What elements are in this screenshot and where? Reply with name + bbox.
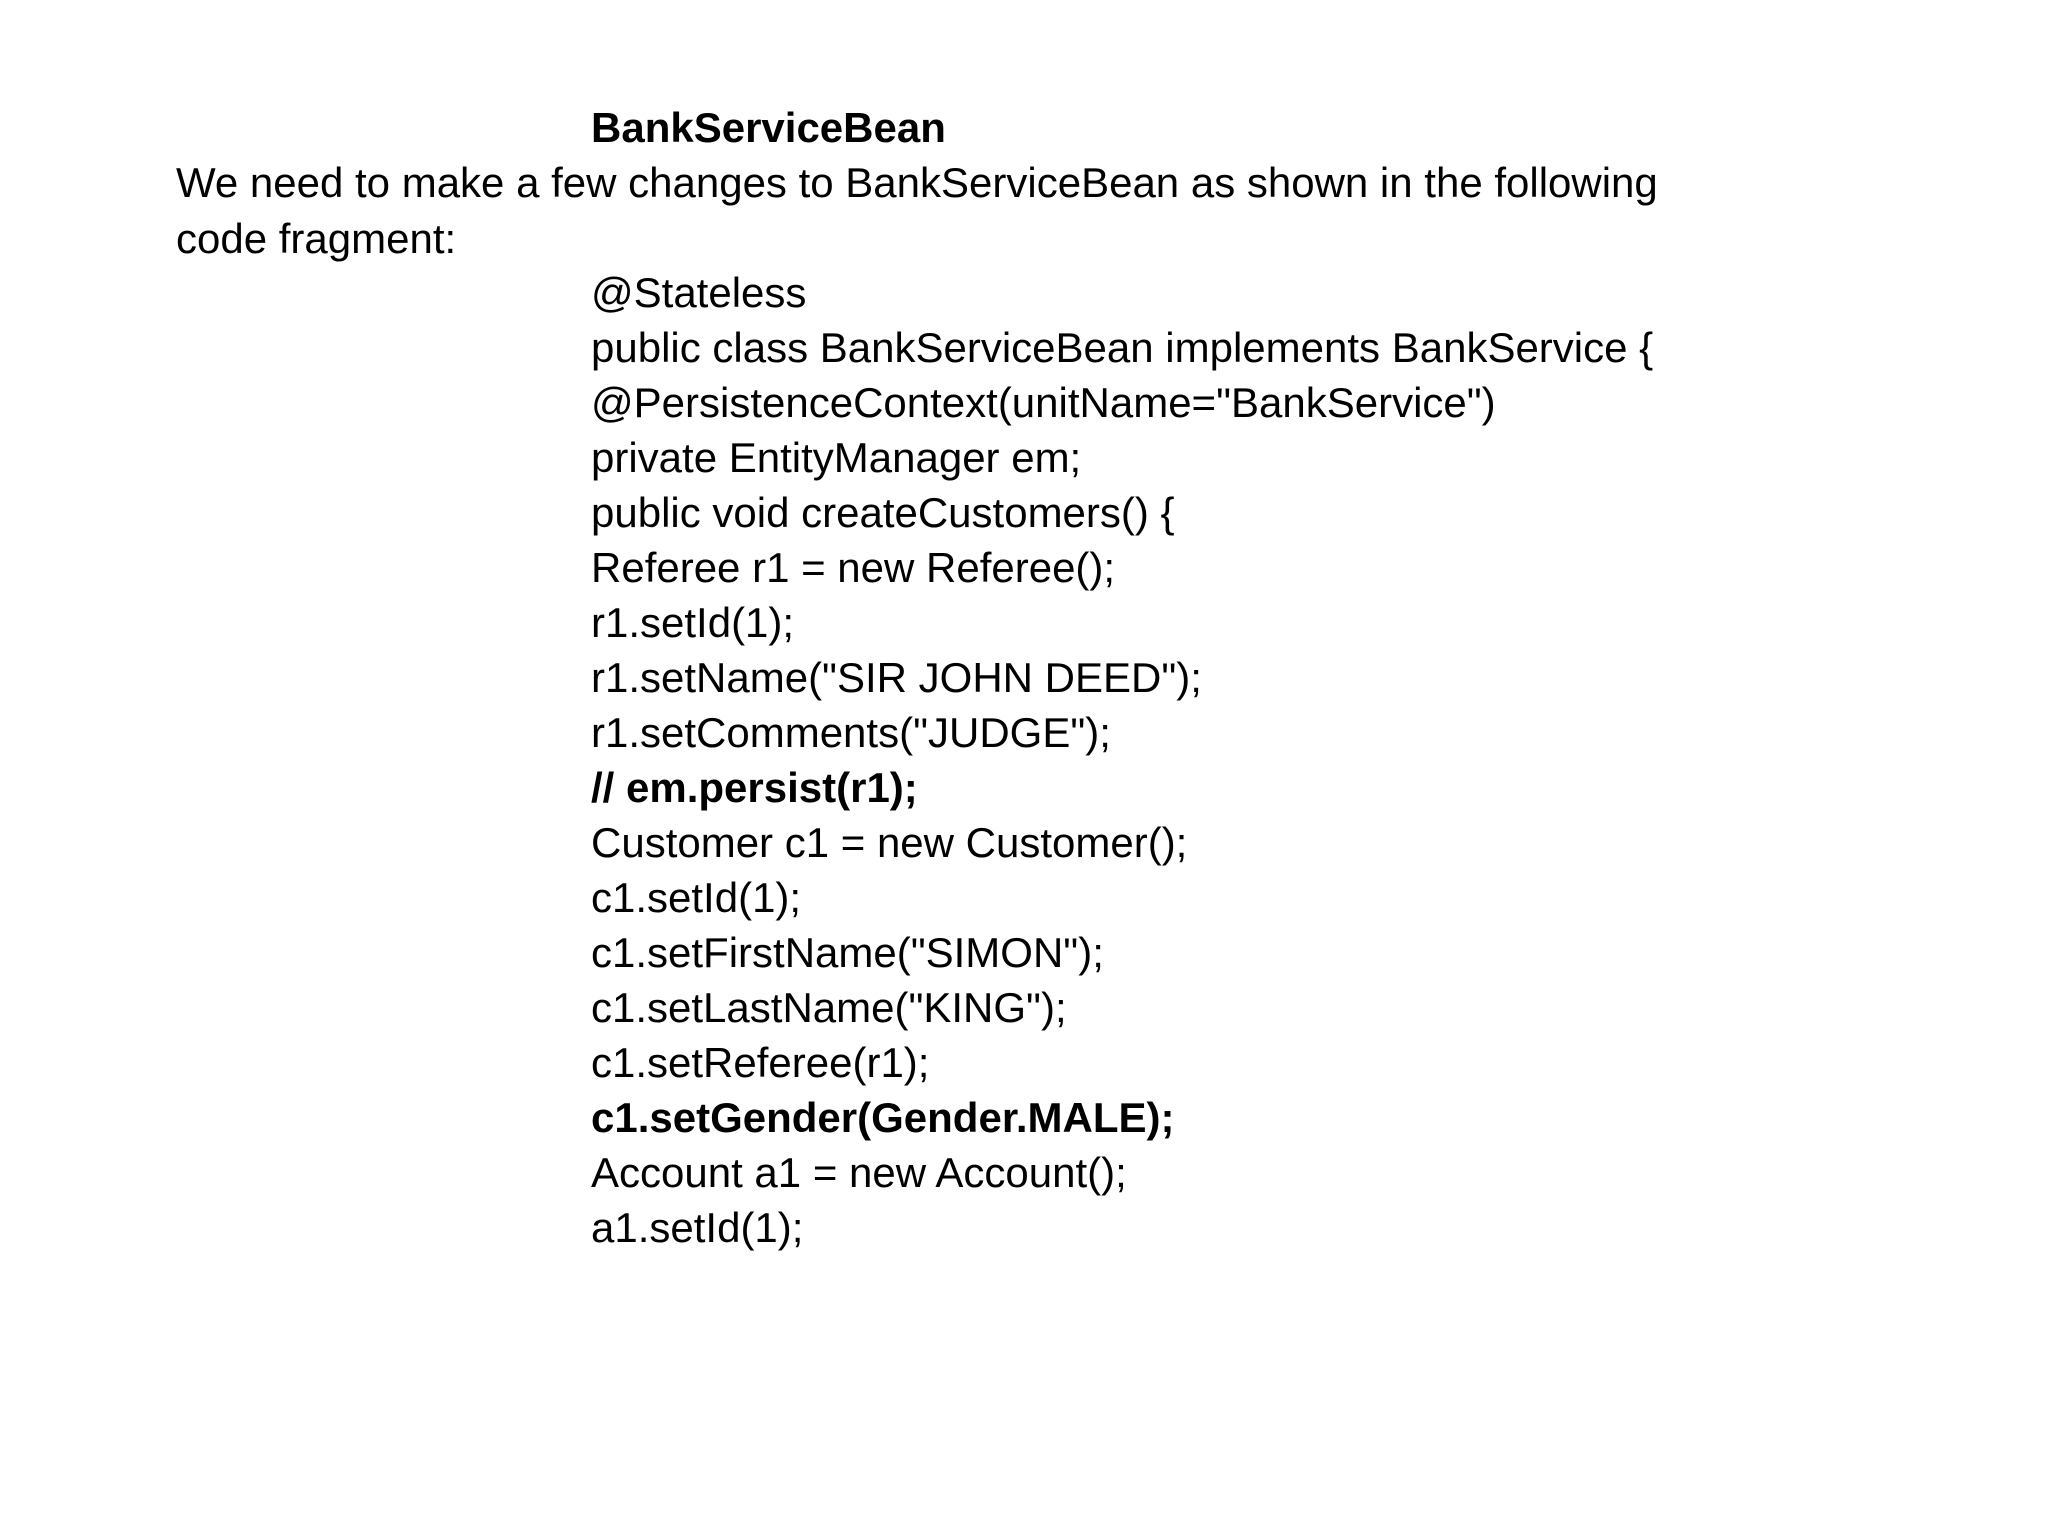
code-line-highlighted: c1.setGender(Gender.MALE); [591,1094,1175,1141]
intro-line: code fragment: [176,215,457,262]
code-line: public class BankServiceBean implements BankService { [591,324,1654,371]
code-line: c1.setLastName("KING"); [591,984,1067,1031]
code-line: r1.setComments("JUDGE"); [591,709,1111,756]
code-line: c1.setFirstName("SIMON"); [591,929,1104,976]
code-line: @PersistenceContext(unitName="BankService") [591,379,1496,426]
code-line: r1.setName("SIR JOHN DEED"); [591,654,1202,701]
code-line: c1.setReferee(r1); [591,1039,930,1086]
code-line: private EntityManager em; [591,434,1082,481]
code-line: r1.setId(1); [591,599,795,646]
code-line: public void createCustomers() { [591,489,1175,536]
code-line: a1.setId(1); [591,1204,804,1251]
code-line: Customer c1 = new Customer(); [591,819,1188,866]
code-line: @Stateless [591,269,807,316]
code-fragment [591,265,1653,1255]
code-line: c1.setId(1); [591,874,802,921]
code-line-highlighted: // em.persist(r1); [591,764,918,811]
document-title: BankServiceBean [591,104,946,151]
intro-paragraph [176,155,1876,267]
code-line: Referee r1 = new Referee(); [591,544,1116,591]
intro-line: We need to make a few changes to BankServiceBean as shown in the following [176,159,1658,206]
code-line: Account a1 = new Account(); [591,1149,1127,1196]
